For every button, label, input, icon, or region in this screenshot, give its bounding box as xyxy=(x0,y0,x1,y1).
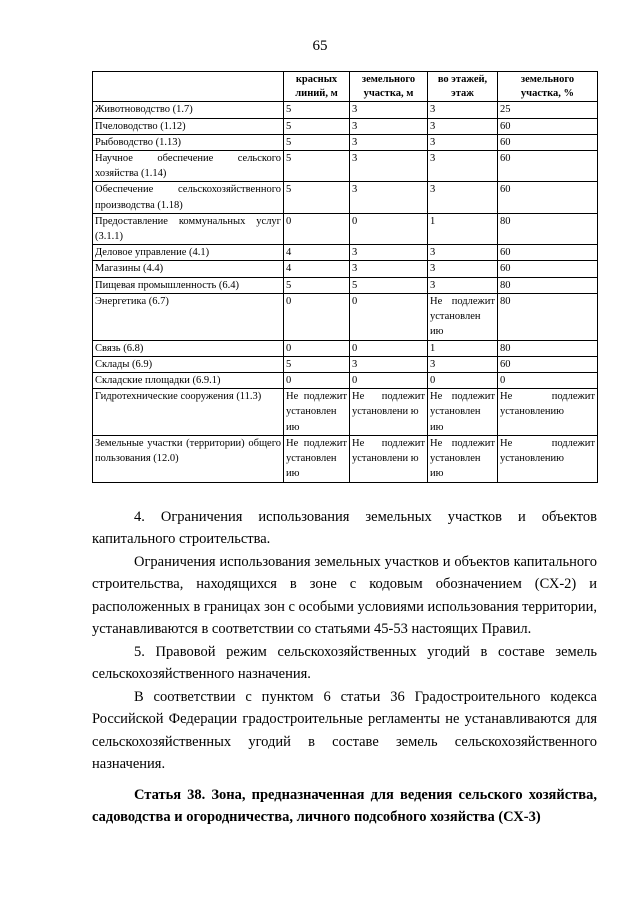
table-row xyxy=(93,118,598,134)
table-cell-value: Не подлежит установлен ию xyxy=(284,435,350,482)
table-cell-value: 3 xyxy=(350,134,428,150)
table-cell-value: 0 xyxy=(428,373,498,389)
table-cell-value: 4 xyxy=(284,261,350,277)
table-cell-value: 80 xyxy=(498,293,598,340)
table-cell-value: 60 xyxy=(498,150,598,181)
table-header-cell: во этажей, этаж xyxy=(428,72,498,102)
table-cell-value: 4 xyxy=(284,245,350,261)
table-header-row xyxy=(93,72,598,102)
paragraph: 4. Ограничения использования земельных участков и объектов капитального строительства. xyxy=(92,509,597,548)
table-cell-value: 3 xyxy=(428,102,498,118)
table-cell-value: 1 xyxy=(428,213,498,244)
table-row xyxy=(93,373,598,389)
table-cell-value: 5 xyxy=(350,277,428,293)
table-cell-value: 5 xyxy=(284,150,350,181)
table-cell-value: 80 xyxy=(498,277,598,293)
table-row xyxy=(93,293,598,340)
table-cell-value: 0 xyxy=(350,373,428,389)
table-cell-value: 3 xyxy=(428,245,498,261)
table-cell-value: 3 xyxy=(428,356,498,372)
table-cell-name: Пищевая промышленность (6.4) xyxy=(93,277,284,293)
table-header-cell: земельного участка, м xyxy=(350,72,428,102)
table-cell-value: 3 xyxy=(428,261,498,277)
table-cell-value: 3 xyxy=(428,134,498,150)
table-cell-value: 3 xyxy=(350,150,428,181)
table-cell-value: Не подлежит установлению xyxy=(498,389,598,436)
table-cell-value: 0 xyxy=(284,293,350,340)
table-cell-value: 80 xyxy=(498,340,598,356)
table-cell-value: 0 xyxy=(498,373,598,389)
table-cell-name: Рыбоводство (1.13) xyxy=(93,134,284,150)
table-cell-name: Обеспечение сельскохозяйственного производства (1.18) xyxy=(93,182,284,213)
table-cell-value: 3 xyxy=(428,150,498,181)
table-cell-name: Склады (6.9) xyxy=(93,356,284,372)
table-cell-value: 3 xyxy=(350,182,428,213)
table-row xyxy=(93,102,598,118)
table-header-cell: красных линий, м xyxy=(284,72,350,102)
article-heading: Статья 38. Зона, предназначенная для ведения сельского хозяйства, садоводства и огородничества, личного подсобного хозяйства (СХ-3) xyxy=(92,787,597,826)
paragraph: 5. Правовой режим сельскохозяйственных угодий в составе земель сельскохозяйственного назначения. xyxy=(92,643,597,683)
table-cell-name: Деловое управление (4.1) xyxy=(93,245,284,261)
table-row xyxy=(93,389,598,436)
table-cell-value: 25 xyxy=(498,102,598,118)
paragraph: Ограничения использования земельных участков и объектов капитального строительства, находящихся в зоне с кодовым обозначением (СХ-2) и расположенных в границах зон с особыми условиями использования территории, устанавливаются в соответствии со статьями 45-53 настоящих Правил. xyxy=(92,553,597,638)
table-cell-value: 60 xyxy=(498,261,598,277)
table-cell-value: 3 xyxy=(350,356,428,372)
table-cell-name: Гидротехнические сооружения (11.3) xyxy=(93,389,284,436)
table-cell-value: 3 xyxy=(428,182,498,213)
table-row xyxy=(93,182,598,213)
table-cell-value: Не подлежит установлен ию xyxy=(428,389,498,436)
table-cell-value: 0 xyxy=(284,213,350,244)
table-cell-value: Не подлежит установлен ию xyxy=(284,389,350,436)
table-row xyxy=(93,245,598,261)
table-cell-value: 0 xyxy=(350,213,428,244)
table-cell-name: Связь (6.8) xyxy=(93,340,284,356)
table-cell-value: 5 xyxy=(284,102,350,118)
table-cell-name: Пчеловодство (1.12) xyxy=(93,118,284,134)
table-cell-value: 5 xyxy=(284,356,350,372)
table-cell-value: 5 xyxy=(284,277,350,293)
table-row xyxy=(93,435,598,482)
table-row xyxy=(93,356,598,372)
table-cell-name: Предоставление коммунальных услуг (3.1.1) xyxy=(93,213,284,244)
table-cell-name: Энергетика (6.7) xyxy=(93,293,284,340)
table-cell-value: 5 xyxy=(284,118,350,134)
table-row xyxy=(93,261,598,277)
table-cell-value: Не подлежит установлен ию xyxy=(428,435,498,482)
table-cell-name: Научное обеспечение сельского хозяйства (1.14) xyxy=(93,150,284,181)
table-cell-value: 60 xyxy=(498,134,598,150)
body-text xyxy=(92,506,597,776)
table-cell-value: 3 xyxy=(350,261,428,277)
table-cell-value: 60 xyxy=(498,182,598,213)
table-cell-value: 3 xyxy=(428,277,498,293)
table-cell-value: 5 xyxy=(284,134,350,150)
table-cell-value: 0 xyxy=(284,340,350,356)
table-cell-value: 3 xyxy=(350,118,428,134)
table-cell-value: Не подлежит установлен ию xyxy=(428,293,498,340)
table-row xyxy=(93,277,598,293)
regulations-table xyxy=(92,71,598,483)
table-cell-value: 80 xyxy=(498,213,598,244)
table-cell-value: 3 xyxy=(350,102,428,118)
table-header-cell xyxy=(93,72,284,102)
table-cell-value: 60 xyxy=(498,118,598,134)
table-cell-name: Магазины (4.4) xyxy=(93,261,284,277)
table-header-cell: земельного участка, % xyxy=(498,72,598,102)
table-cell-value: 0 xyxy=(350,293,428,340)
table-cell-value: 1 xyxy=(428,340,498,356)
table-row xyxy=(93,150,598,181)
table-cell-value: 60 xyxy=(498,356,598,372)
table-cell-value: 0 xyxy=(284,373,350,389)
table-row xyxy=(93,213,598,244)
table-cell-value: Не подлежит установлению xyxy=(498,435,598,482)
table-cell-name: Складские площадки (6.9.1) xyxy=(93,373,284,389)
table-cell-value: 60 xyxy=(498,245,598,261)
table-cell-value: 3 xyxy=(428,118,498,134)
table-cell-name: Земельные участки (территории) общего пользования (12.0) xyxy=(93,435,284,482)
table-row xyxy=(93,134,598,150)
page-number: 65 xyxy=(312,38,328,54)
table-cell-value: 5 xyxy=(284,182,350,213)
table-cell-value: Не подлежит установлени ю xyxy=(350,389,428,436)
table-cell-value: 0 xyxy=(350,340,428,356)
paragraph: В соответствии с пунктом 6 статьи 36 Градостроительного кодекса Российской Федерации градостроительные регламенты не устанавливаются для сельскохозяйственных угодий в составе земель сельскохозяйственного назначения. xyxy=(92,688,597,773)
table-cell-value: 3 xyxy=(350,245,428,261)
table-cell-name: Животноводство (1.7) xyxy=(93,102,284,118)
table-cell-value: Не подлежит установлени ю xyxy=(350,435,428,482)
table-row xyxy=(93,340,598,356)
